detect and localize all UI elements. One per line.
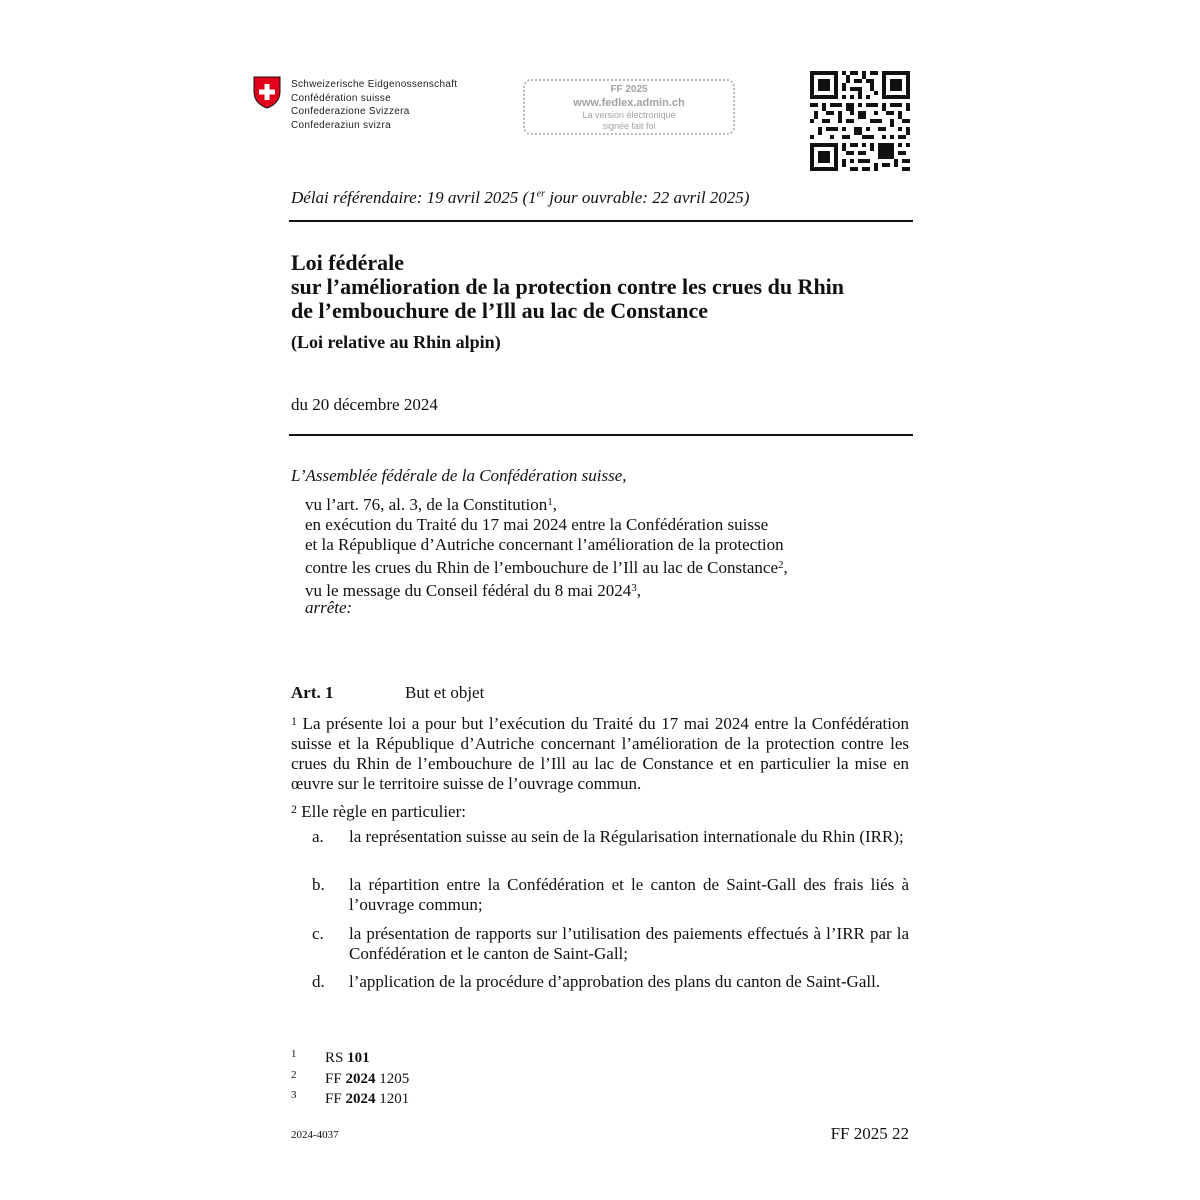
footnote-number-bold: 101 <box>347 1050 370 1066</box>
article-title: But et objet <box>405 683 485 702</box>
list-item <box>312 972 909 992</box>
law-title-line-2: sur l’amélioration de la protection contre les crues du Rhin <box>291 274 845 299</box>
footnote-number-bold: 2024 <box>345 1091 376 1107</box>
list-item-letter: c. <box>312 924 324 943</box>
footnote-ref-1[interactable]: 1 <box>547 496 553 508</box>
preamble-line-1-end: , <box>552 495 557 514</box>
preamble-line-3: et la République d’Autriche concernant l’amélioration de la protection <box>305 535 784 554</box>
divider-top <box>289 220 913 222</box>
paragraph-text-1: La présente loi a pour but l’exécution du Traité du 17 mai 2024 entre la Confédération suisse et la République d’Autriche concernant l’amélioration de la protection contre les crues du Rhin de l’embouchure de l’Ill au lac de Constance et en particulier la mise en œuvre sur le territoire suisse de l’ouvrage commun. <box>291 714 909 793</box>
confederation-name-rm: Confederaziun svizra <box>291 119 391 131</box>
preamble-line-4-text: contre les crues du Rhin de l’embouchure de l’Ill au lac de Constance <box>305 558 778 577</box>
preamble-assembly: L’Assemblée fédérale de la Confédération suisse, <box>291 466 627 485</box>
referendum-rest: jour ouvrable: 22 avril 2025) <box>545 188 750 207</box>
footnote-prefix: FF <box>325 1070 346 1087</box>
paragraph-number-1: 1 <box>291 714 297 728</box>
document-id: 2024-4037 <box>291 1129 339 1141</box>
list-item-text: l’application de la procédure d’approbation des plans du canton de Saint-Gall. <box>349 972 881 991</box>
list-item-text: la représentation suisse au sein de la Régularisation internationale du Rhin (IRR); <box>349 827 904 846</box>
confederation-name-fr: Confédération suisse <box>291 92 391 104</box>
divider-bottom <box>289 434 913 436</box>
preamble-line-4 <box>305 555 788 578</box>
footnote-number-bold: 2024 <box>345 1070 376 1087</box>
preamble-line-5 <box>305 578 788 601</box>
preamble-line-5-text: vu le message du Conseil fédéral du 8 mai 2024 <box>305 581 632 600</box>
preamble <box>305 492 788 601</box>
footnote-number: 2 <box>291 1068 297 1081</box>
qr-code-icon <box>810 71 910 171</box>
confederation-names <box>291 78 457 132</box>
footnote-ref-3[interactable]: 3 <box>631 582 637 594</box>
preamble-arrete: arrête: <box>305 598 353 617</box>
law-title-line-3: de l’embouchure de l’Ill au lac de Constance <box>291 298 708 323</box>
list-item-text: la présentation de rapports sur l’utilisation des paiements effectués à l’IRR par la Confédération et le canton de Saint-Gall; <box>349 924 909 963</box>
list-item-text: la répartition entre la Confédération et le canton de Saint-Gall des frais liés à l’ouvrage commun; <box>349 875 909 914</box>
paragraph-text-2: Elle règle en particulier: <box>297 802 466 821</box>
swiss-shield-icon <box>253 76 281 109</box>
footnote-prefix: FF <box>325 1091 346 1107</box>
list-item <box>312 924 909 964</box>
referendum-deadline <box>291 188 749 208</box>
footnote <box>291 1087 409 1108</box>
confederation-name-it: Confederazione Svizzera <box>291 106 410 117</box>
preamble-line-5-end: , <box>636 581 641 600</box>
list-item <box>312 827 909 847</box>
footnotes <box>291 1046 409 1108</box>
paragraph-number-2: 2 <box>291 802 297 816</box>
article-paragraph-2 <box>291 799 909 822</box>
footnote-ref-2[interactable]: 2 <box>778 559 784 571</box>
list-item-letter: a. <box>312 827 324 846</box>
article-paragraph-1 <box>291 711 909 794</box>
list-item <box>312 875 909 915</box>
footnote-suffix: 1205 <box>375 1070 410 1087</box>
stamp-note-2: signée fait foi <box>602 121 656 131</box>
footnote-suffix: 1201 <box>375 1091 410 1107</box>
law-short-title: (Loi relative au Rhin alpin) <box>291 332 501 352</box>
referendum-main: Délai référendaire: 19 avril 2025 (1 <box>291 188 537 207</box>
stamp-note-1: La version électronique <box>582 110 676 120</box>
confederation-name-de: Schweizerische Eidgenossenschaft <box>291 79 458 90</box>
stamp-url[interactable]: www.fedlex.admin.ch <box>573 97 685 109</box>
article-number: Art. 1 <box>291 683 334 702</box>
publication-reference: FF 2025 22 <box>830 1124 909 1143</box>
list-item-letter: d. <box>312 972 325 991</box>
law-date: du 20 décembre 2024 <box>291 395 438 414</box>
preamble-line-4-end: , <box>783 558 788 577</box>
footnote <box>291 1067 409 1088</box>
footnote-number: 3 <box>291 1089 297 1101</box>
footnote-prefix: RS <box>325 1050 348 1066</box>
footnote-number: 1 <box>291 1048 297 1060</box>
electronic-signature-stamp <box>523 79 735 135</box>
law-title-line-1: Loi fédérale <box>291 250 405 275</box>
footnote <box>291 1046 409 1067</box>
preamble-line-2: en exécution du Traité du 17 mai 2024 entre la Confédération suisse <box>305 515 769 534</box>
preamble-line-1-text: vu l’art. 76, al. 3, de la Constitution <box>305 495 548 514</box>
preamble-line-1 <box>305 492 788 515</box>
stamp-publication: FF 2025 <box>610 84 648 95</box>
law-title <box>291 251 844 323</box>
list-item-letter: b. <box>312 875 325 894</box>
referendum-ordinal: er <box>536 188 546 200</box>
